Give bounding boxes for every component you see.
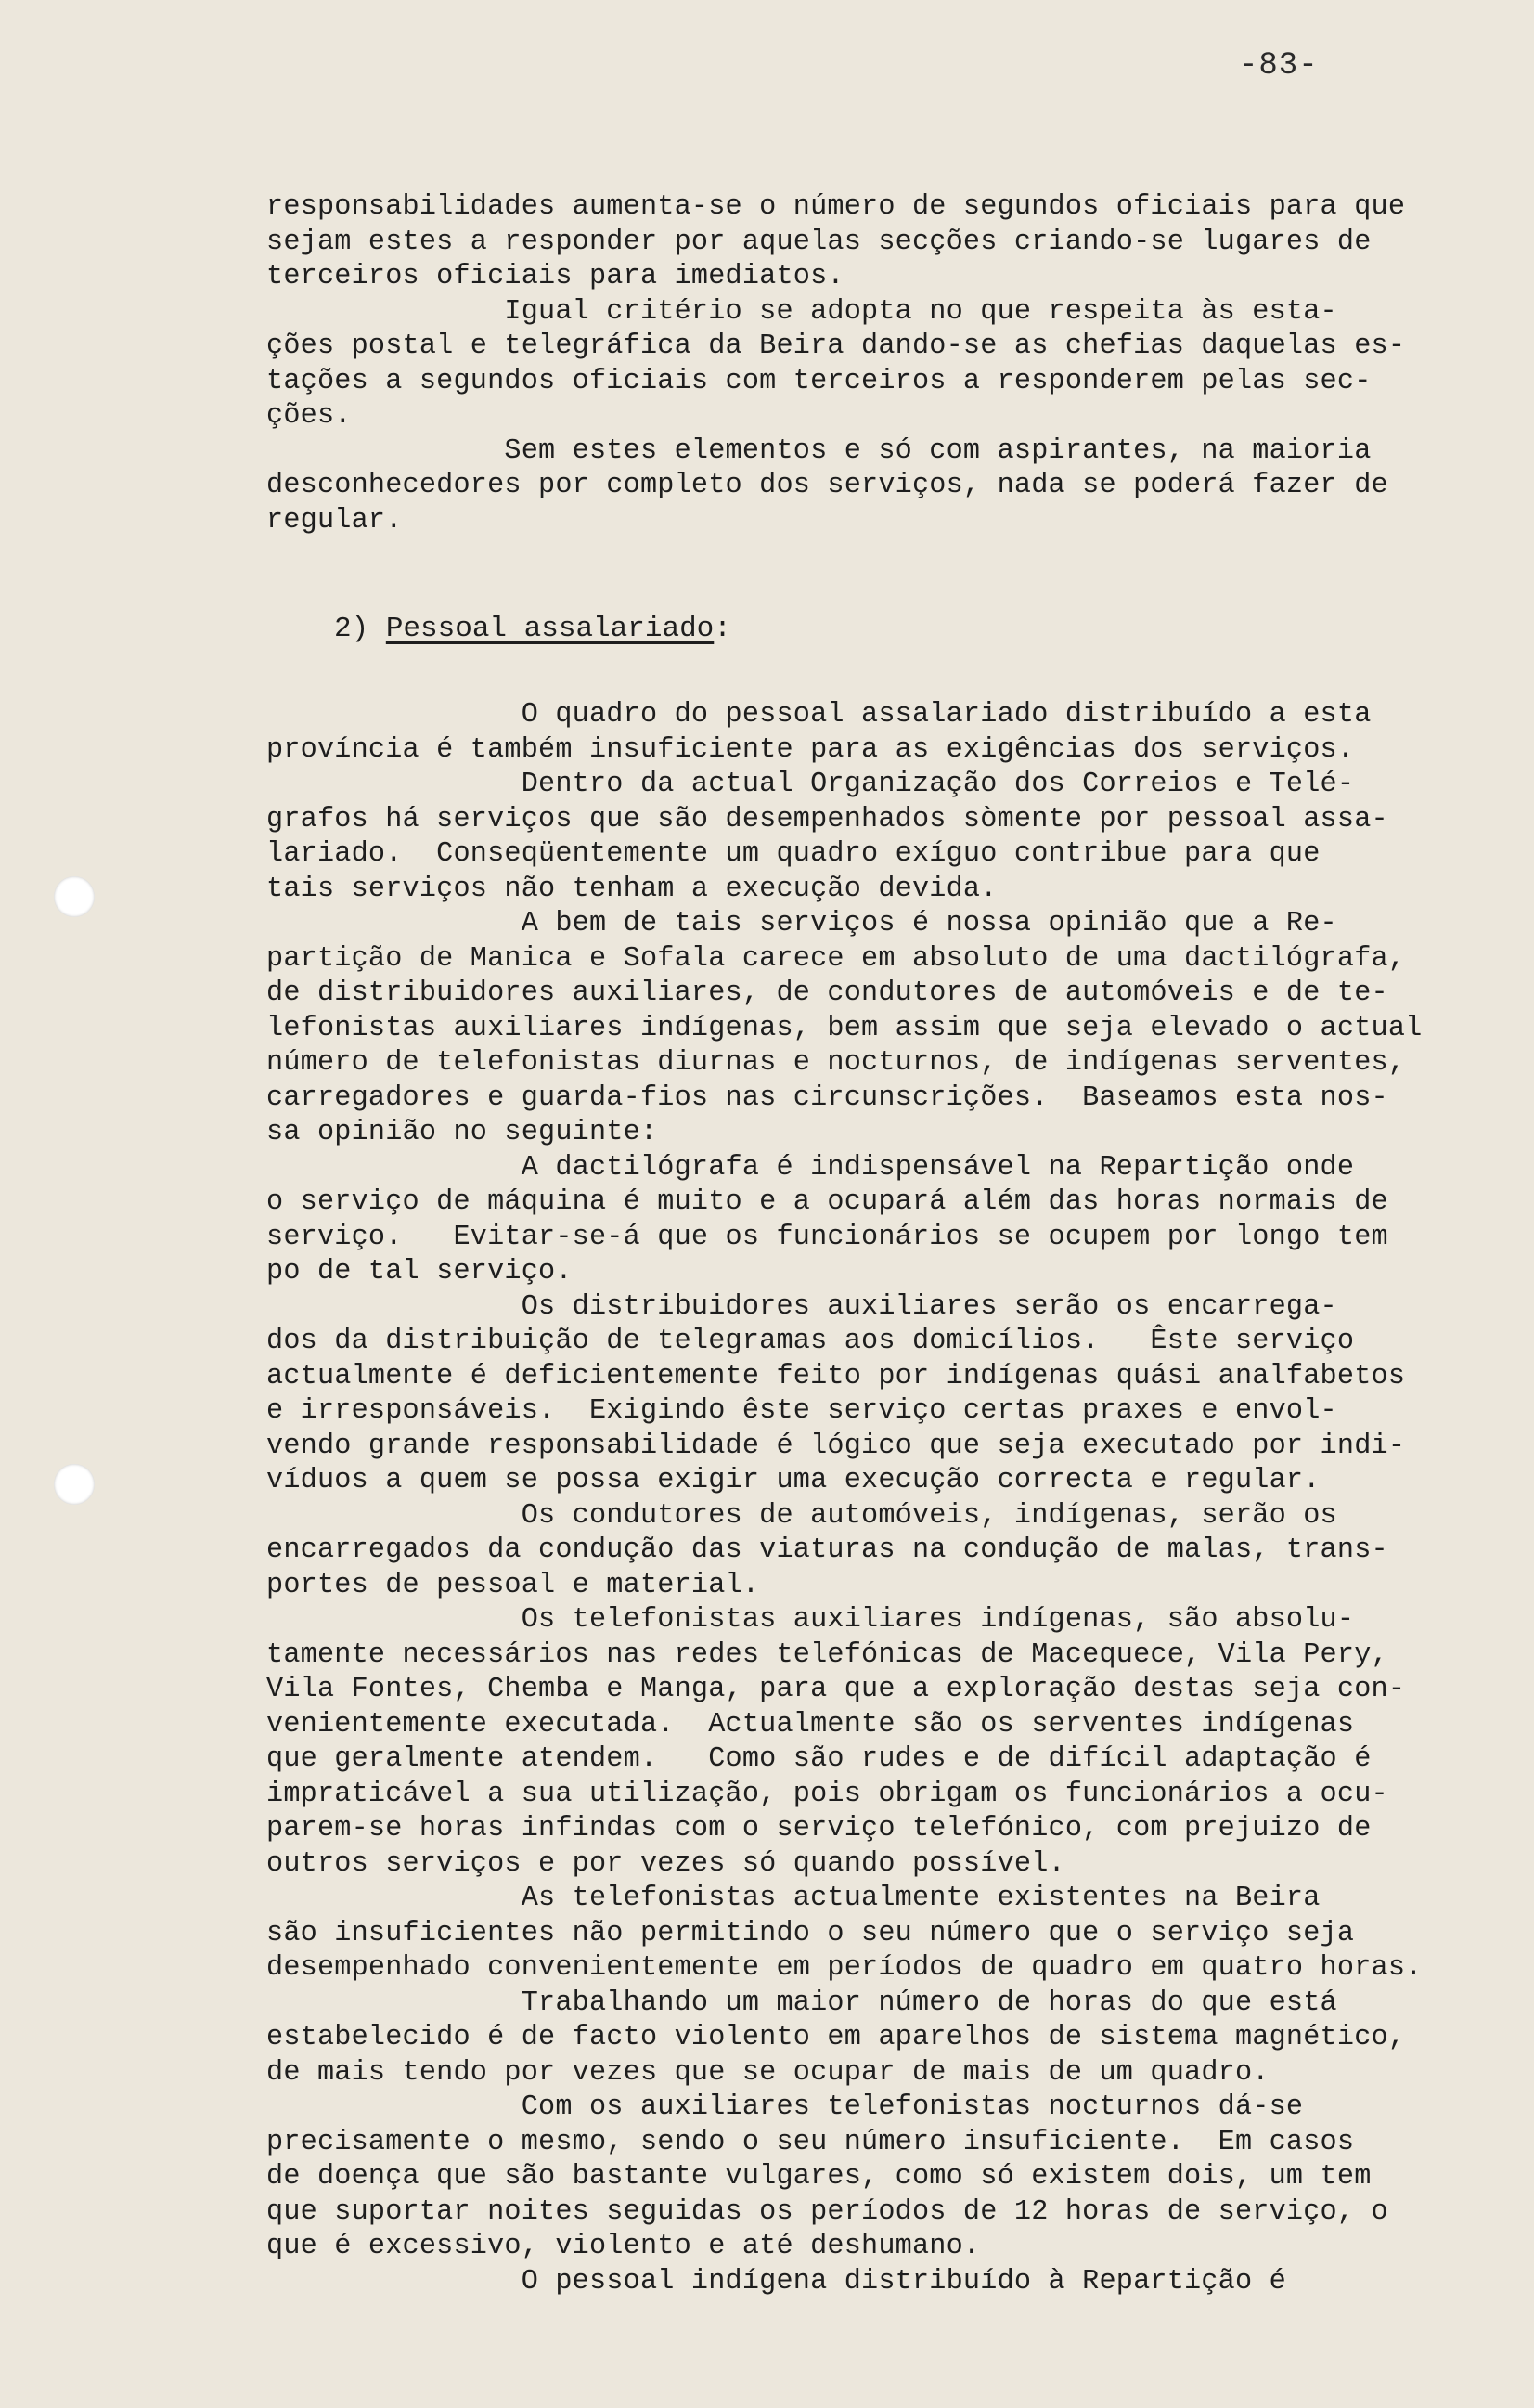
text-line: Os condutores de automóveis, indígenas, serão os	[266, 1499, 1337, 1532]
punch-hole-upper	[54, 876, 95, 917]
text-line: ções postal e telegráfica da Beira dando-se as chefias daquelas es-	[266, 330, 1406, 362]
text-line: O pessoal indígena distribuído à Repartição é	[266, 2265, 1286, 2298]
text-line: partição de Manica e Sofala carece em absoluto de uma dactilógrafa,	[266, 942, 1406, 975]
text-line: província é também insuficiente para as exigências dos serviços.	[266, 733, 1355, 766]
section-heading-number: 2)	[334, 613, 386, 645]
text-line: que geralmente atendem. Como são rudes e de difícil adaptação é	[266, 1743, 1372, 1775]
text-line: parem-se horas infindas com o serviço telefónico, com prejuizo de	[266, 1813, 1372, 1845]
text-line: vendo grande responsabilidade é lógico que seja executado por indi-	[266, 1430, 1406, 1462]
text-line: e irresponsáveis. Exigindo êste serviço certas praxes e envol-	[266, 1395, 1337, 1427]
text-line: desempenhado convenientemente em períodos de quadro em quatro horas.	[266, 1952, 1423, 1984]
text-line: encarregados da condução das viaturas na condução de malas, trans-	[266, 1534, 1388, 1566]
text-line: Trabalhando um maior número de horas do que está	[266, 1987, 1337, 2019]
text-line: outros serviços e por vezes só quando possível.	[266, 1847, 1065, 1880]
text-line: portes de pessoal e material.	[266, 1569, 760, 1601]
text-line: Sem estes elementos e só com aspirantes, na maioria	[266, 434, 1372, 467]
text-line: carregadores e guarda-fios nas circunscrições. Baseamos esta nos-	[266, 1081, 1388, 1114]
paragraph-block-salaried-staff	[266, 698, 1510, 2299]
text-line: O quadro do pessoal assalariado distribuído a esta	[266, 699, 1372, 731]
text-line: que é excessivo, violento e até deshumano.	[266, 2231, 981, 2262]
text-line: número de telefonistas diurnas e nocturnos, de indígenas serventes,	[266, 1047, 1406, 1079]
text-line: Dentro da actual Organização dos Correios e Telé-	[266, 769, 1355, 800]
text-line: actualmente é deficientemente feito por indígenas quási analfabetos	[266, 1360, 1406, 1392]
text-line: precisamente o mesmo, sendo o seu número insuficiente. Em casos	[266, 2126, 1355, 2158]
page-number: -83-	[1239, 48, 1319, 84]
text-line: sejam estes a responder por aquelas secções criando-se lugares de	[266, 226, 1372, 258]
text-line: serviço. Evitar-se-á que os funcionários se ocupem por longo tem	[266, 1221, 1388, 1253]
text-line: regular.	[266, 504, 403, 537]
text-line: que suportar noites seguidas os períodos de 12 horas de serviço, o	[266, 2195, 1388, 2228]
text-line: tais serviços não tenham a execução devida.	[266, 873, 998, 905]
text-line: de mais tendo por vezes que se ocupar de mais de um quadro.	[266, 2056, 1270, 2089]
section-heading-colon: :	[714, 613, 731, 645]
text-line: A bem de tais serviços é nossa opinião que a Re-	[266, 908, 1337, 939]
text-line: tações a segundos oficiais com terceiros a responderem pelas sec-	[266, 365, 1372, 397]
text-line: de doença que são bastante vulgares, como só existem dois, um tem	[266, 2161, 1372, 2193]
text-line: o serviço de máquina é muito e a ocupará além das horas normais de	[266, 1186, 1388, 1218]
text-line: lariado. Conseqüentemente um quadro exíguo contribue para que	[266, 838, 1321, 870]
text-line: víduos a quem se possa exigir uma execução correcta e regular.	[266, 1465, 1321, 1496]
text-line: Igual critério se adopta no que respeita às esta-	[266, 295, 1337, 328]
section-heading	[334, 613, 731, 645]
text-line: po de tal serviço.	[266, 1256, 573, 1288]
text-line: Os telefonistas auxiliares indígenas, são absolu-	[266, 1604, 1355, 1636]
text-line: tamente necessários nas redes telefónicas de Macequece, Vila Pery,	[266, 1638, 1388, 1671]
text-line: Com os auxiliares telefonistas nocturnos dá-se	[266, 2091, 1304, 2123]
text-line: grafos há serviços que são desempenhados sòmente por pessoal assa-	[266, 803, 1388, 835]
text-line: responsabilidades aumenta-se o número de segundos oficiais para que	[266, 191, 1406, 223]
text-line: são insuficientes não permitindo o seu número que o serviço seja	[266, 1917, 1355, 1949]
text-line: lefonistas auxiliares indígenas, bem assim que seja elevado o actual	[266, 1012, 1423, 1044]
text-line: estabelecido é de facto violento em aparelhos de sistema magnético,	[266, 2022, 1406, 2053]
text-line: Os distribuidores auxiliares serão os encarrega-	[266, 1290, 1337, 1323]
paragraph-block-officials	[266, 190, 1510, 538]
text-line: sa opinião no seguinte:	[266, 1117, 658, 1148]
text-line: impraticável a sua utilização, pois obrigam os funcionários a ocu-	[266, 1778, 1388, 1810]
text-line: desconhecedores por completo dos serviços, nada se poderá fazer de	[266, 470, 1388, 501]
text-line: venientemente executada. Actualmente são os serventes indígenas	[266, 1708, 1355, 1741]
text-line: A dactilógrafa é indispensável na Repartição onde	[266, 1151, 1355, 1184]
text-line: terceiros oficiais para imediatos.	[266, 261, 844, 292]
text-line: dos da distribuição de telegramas aos domicílios. Êste serviço	[266, 1326, 1355, 1357]
text-line: As telefonistas actualmente existentes na Beira	[266, 1883, 1321, 1914]
punch-hole-lower	[54, 1464, 95, 1505]
text-line: Vila Fontes, Chemba e Manga, para que a exploração destas seja con-	[266, 1674, 1406, 1705]
section-heading-title: Pessoal assalariado	[385, 613, 715, 645]
text-line: de distribuidores auxiliares, de condutores de automóveis e de te-	[266, 977, 1388, 1009]
text-line: ções.	[266, 400, 352, 432]
